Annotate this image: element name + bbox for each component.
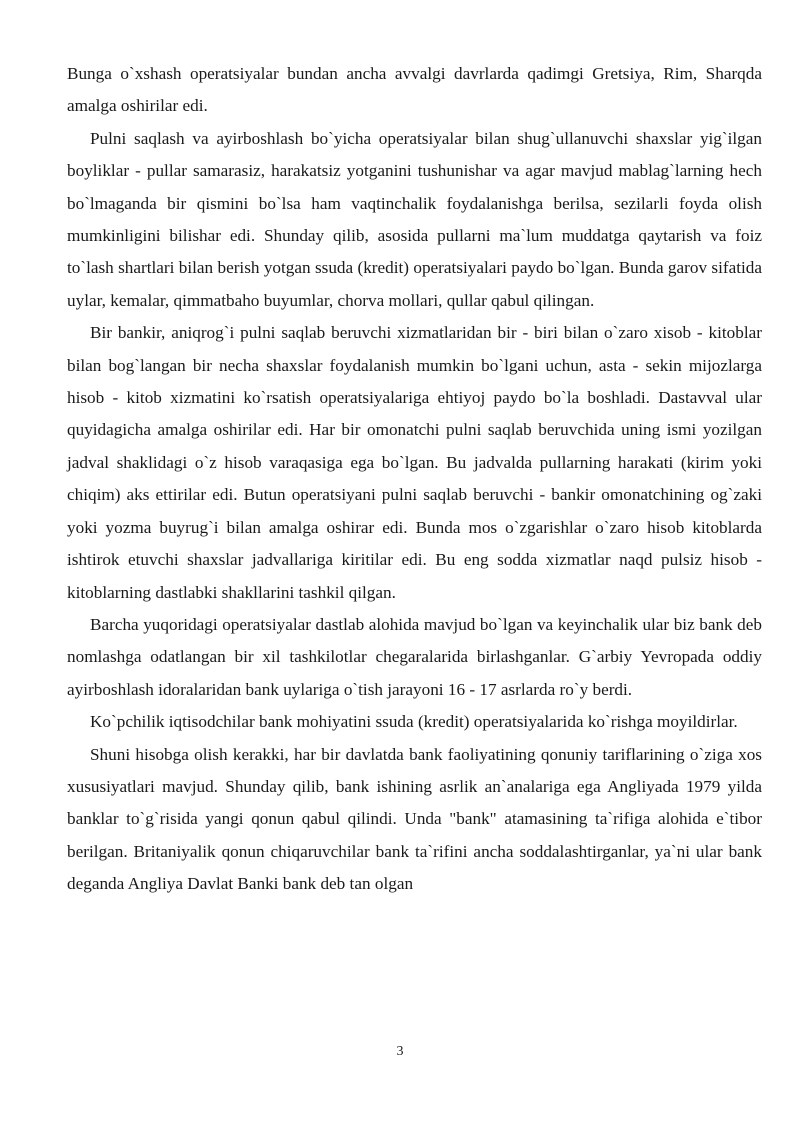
paragraph-1: Bunga o`xshash operatsiyalar bundan ancha avvalgi davrlarda qadimgi Gretsiya, Rim, Sharqda amalga oshirilar edi. [67, 64, 762, 116]
paragraph-4: Barcha yuqoridagi operatsiyalar dastlab alohida mavjud bo`lgan va keyinchalik ular biz bank deb nomlashga odatlangan bir xil tashkilotlar chegaralarida birlashganlar. G`arbiy Yevropada oddiy ayirboshlash idoralaridan bank uylariga o`tish jarayoni 16 - 17 asrlarda ro`y berdi. [67, 614, 762, 699]
paragraph-2: Pulni saqlash va ayirboshlash bo`yicha operatsiyalar bilan shug`ullanuvchi shaxslar yig`ilgan boyliklar - pullar samarasiz, harakatsiz yotganini tushunishar va agar mavjud mablag`larning hech bo`lmaganda bir qismini bo`lsa ham vaqtinchalik foydalanishga berilsa, sezilarli foyda olish mumkinligini bilishar edi. Shunday qilib, asosida pullarni ma`lum muddatga qaytarish va foiz to`lash shartlari bilan berish yotgan ssuda (kredit) operatsiyalari paydo bo`lgan. Bunda garov sifatida uylar, kemalar, qimmatbaho buyumlar, chorva mollari, qullar qabul qilingan. [67, 128, 762, 310]
page-number: 3 [396, 1044, 404, 1059]
document-page [67, 58, 762, 901]
paragraph-5: Ko`pchilik iqtisodchilar bank mohiyatini ssuda (kredit) operatsiyalarida ko`rishga moyildirlar. [90, 712, 738, 732]
paragraph-3: Bir bankir, aniqrog`i pulni saqlab beruvchi xizmatlaridan bir - biri bilan o`zaro xisob - kitoblar bilan bog`langan bir necha shaxslar foydalanish mumkin bo`lgani uchun, asta - sekin mijozlarga hisob - kitob xizmatini ko`rsatish operatsiyalariga ehtiyoj paydo bo`la boshladi. Dastavval ular quyidagicha amalga oshirilar edi. Har bir omonatchi pulni saqlab beruvchida uning ismi yozilgan jadval shaklidagi o`z hisob varaqasiga ega bo`lgan. Bu jadvalda pullarning harakati (kirim yoki chiqim) aks ettirilar edi. Butun operatsiyani pulni saqlab beruvchi - bankir omonatchining og`zaki yoki yozma buyrug`i bilan amalga oshirar edi. Bunda mos o`zgarishlar o`zaro hisob kitoblarda ishtirok etuvchi shaxslar jadvallariga kiritilar edi. Bu eng sodda xizmatlar naqd pulsiz hisob - kitoblarning dastlabki shakllarini tashkil qilgan. [67, 323, 762, 602]
paragraph-6: Shuni hisobga olish kerakki, har bir davlatda bank faoliyatining qonuniy tariflarining o`ziga xos xususiyatlari mavjud. Shunday qilib, bank ishining asrlik an`analariga ega Angliyada 1979 yilda banklar to`g`risida yangi qonun qabul qilindi. Unda "bank" atamasining ta`rifiga alohida e`tibor berilgan. Britaniyalik qonun chiqaruvchilar bank ta`rifini ancha soddalashtirganlar, ya`ni ular bank deganda Angliya Davlat Banki bank deb tan olgan [67, 744, 762, 894]
